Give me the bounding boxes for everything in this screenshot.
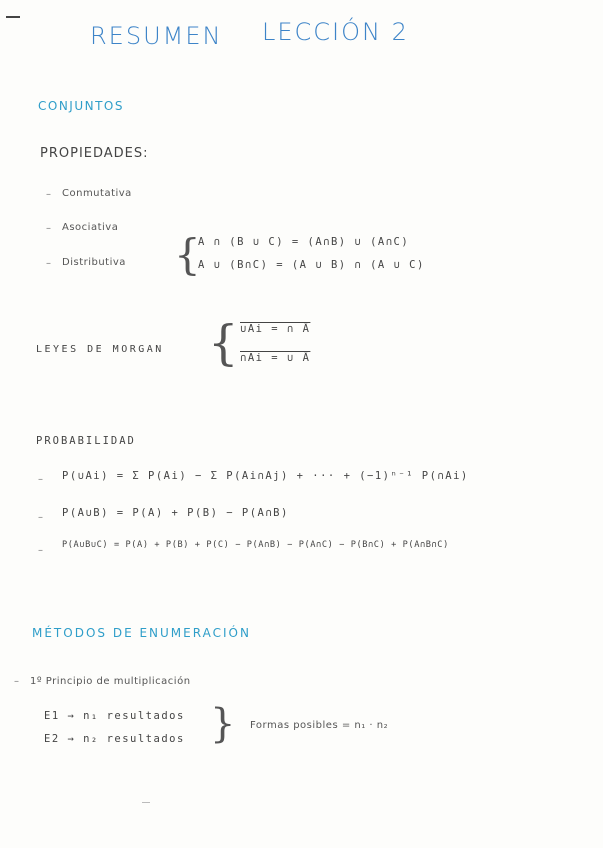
inclusion-exclusion-three: P(A∪B∪C) = P(A) + P(B) + P(C) − P(A∩B) − P(A∩C) − P(B∩C) + P(A∩B∩C)	[62, 540, 449, 550]
section-probabilidad-heading: PROBABILIDAD	[36, 435, 136, 447]
multiplication-result: Formas posibles = n₁ · n₂	[250, 720, 389, 731]
section-metodos-heading: MÉTODOS DE ENUMERACIÓN	[32, 626, 251, 640]
bullet-dash: –	[14, 676, 19, 687]
distributive-formula-1: A ∩ (B ∪ C) = (A∩B) ∪ (A∩C)	[198, 236, 410, 248]
pen-mark	[6, 16, 20, 18]
inclusion-exclusion-two: P(A∪B) = P(A) + P(B) − P(A∩B)	[62, 507, 289, 519]
morgan-formula-2: ∩Ai = ∪ Ā	[240, 352, 311, 364]
title-resumen: RESUMEN	[90, 22, 223, 50]
bullet-dash: –	[46, 258, 51, 269]
bullet-dash: –	[38, 545, 43, 556]
section-conjuntos-heading: CONJUNTOS	[38, 99, 124, 113]
inclusion-exclusion-general: P(∪Ai) = Σ P(Ai) − Σ P(Ai∩Aj) + ··· + (−1)ⁿ⁻¹ P(∩Ai)	[62, 470, 469, 482]
multiplication-principle: 1º Principio de multiplicación	[30, 676, 191, 687]
bullet-dash: –	[38, 474, 43, 485]
brace-multiplication: }	[210, 701, 236, 747]
properties-heading: PROPIEDADES:	[40, 146, 149, 161]
prop-conmutativa: Conmutativa	[62, 188, 132, 199]
brace-distributive: {	[174, 230, 201, 279]
distributive-formula-2: A ∪ (B∩C) = (A ∪ B) ∩ (A ∪ C)	[198, 259, 425, 271]
morgan-heading: LEYES DE MORGAN	[36, 344, 164, 355]
bullet-dash: –	[38, 512, 43, 523]
experiment-step-2: E2 → n₂ resultados	[44, 733, 185, 745]
prop-asociativa: Asociativa	[62, 222, 119, 233]
title-leccion: LECCIÓN 2	[262, 18, 409, 46]
prop-distributiva: Distributiva	[62, 257, 126, 268]
bullet-dash: –	[46, 189, 51, 200]
bullet-dash: –	[46, 223, 51, 234]
brace-morgan: {	[208, 315, 239, 371]
morgan-formula-1: ∪Ai = ∩ Ā	[240, 323, 311, 335]
pen-mark	[142, 802, 150, 803]
experiment-step-1: E1 → n₁ resultados	[44, 710, 185, 722]
